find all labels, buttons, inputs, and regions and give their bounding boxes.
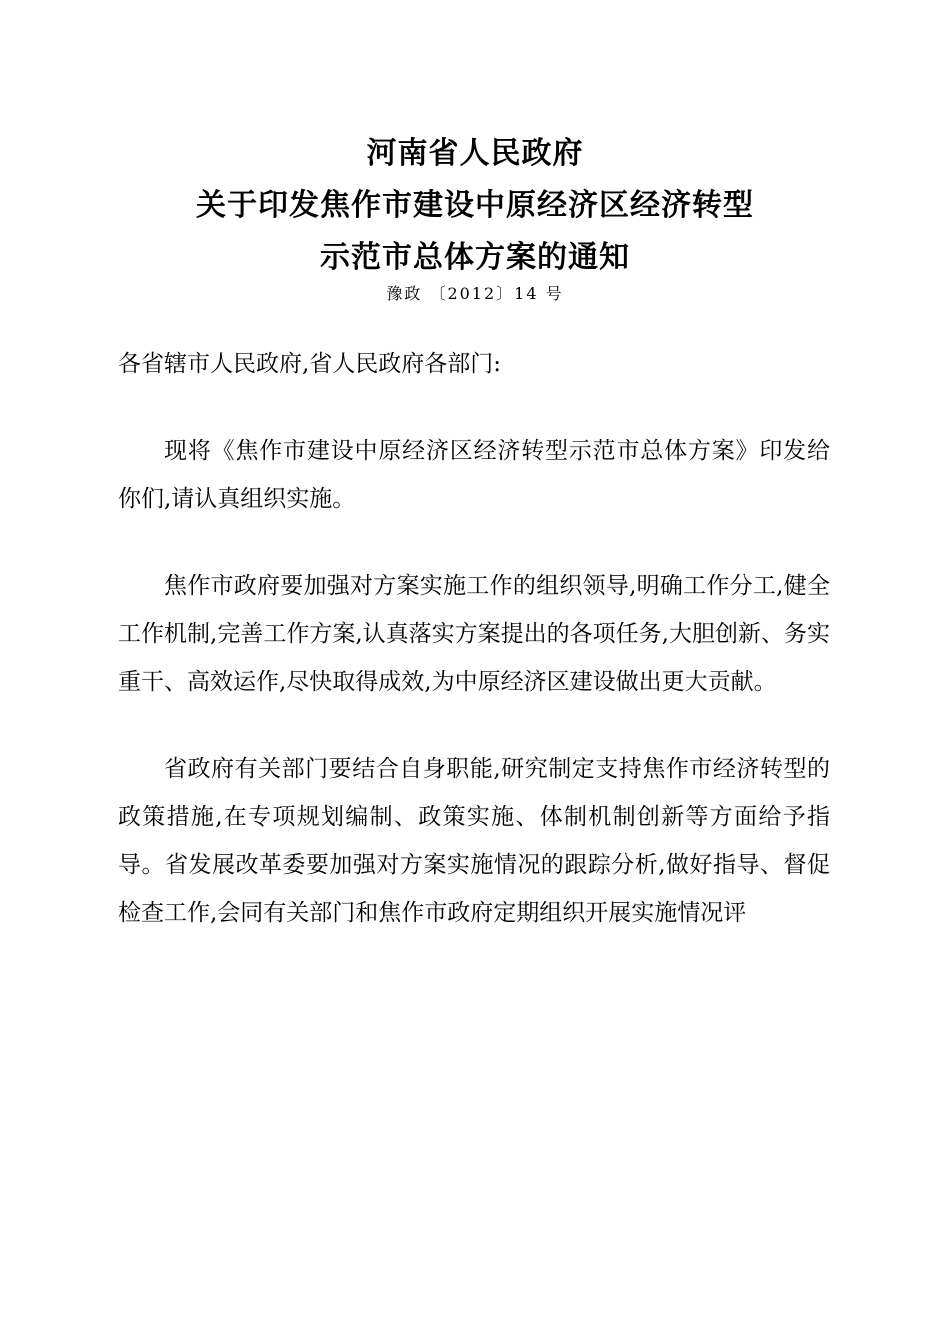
title-line-issuer: 河南省人民政府: [366, 136, 584, 171]
document-number: 豫政 〔2012〕14 号: [386, 284, 564, 303]
document-body: [118, 340, 830, 937]
title-line-subject: 关于印发焦作市建设中原经济区经济转型: [196, 188, 754, 223]
paragraph-1: 现将《焦作市建设中原经济区经济转型示范市总体方案》印发给你们,请认真组织实施。: [118, 438, 830, 512]
title-line-subject-end: 示范市总体方案的通知: [320, 240, 630, 275]
document-title: [0, 128, 950, 284]
paragraph-3: 省政府有关部门要结合自身职能,研究制定支持焦作市经济转型的政策措施,在专项规划编制、政策实施、体制机制创新等方面给予指导。省发展改革委要加强对方案实施情况的跟踪分析,做好指导、督促检查工作,会同有关部门和焦作市政府定期组织开展实施情况评: [118, 756, 830, 926]
paragraph-2: 焦作市政府要加强对方案实施工作的组织领导,明确工作分工,健全工作机制,完善工作方案,认真落实方案提出的各项任务,大胆创新、务实重干、高效运作,尽快取得成效,为中原经济区建设做出更大贡献。: [118, 573, 830, 695]
salutation: 各省辖市人民政府,省人民政府各部门:: [118, 351, 502, 377]
